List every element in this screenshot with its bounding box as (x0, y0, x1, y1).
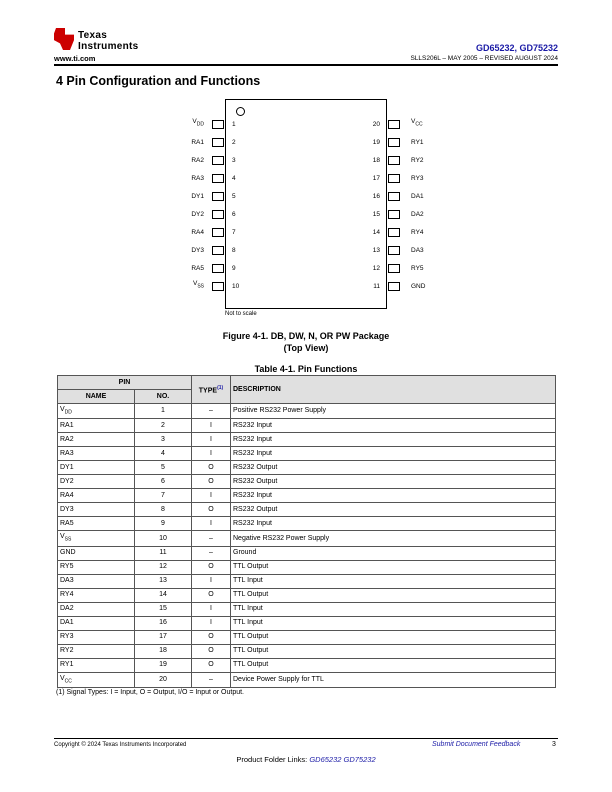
table-row (58, 503, 556, 517)
pin-number-cell (135, 602, 192, 616)
pin-description-cell (231, 588, 556, 602)
pin-type-cell-text: – (209, 407, 213, 415)
pin-description-cell (231, 433, 556, 447)
pin-description-cell-text: RS232 Input (233, 421, 272, 429)
pin-number-cell-text: 10 (159, 534, 167, 542)
pin-number-cell (135, 404, 192, 419)
pin-number: 18 (372, 156, 380, 164)
pin-number-cell-text: 1 (161, 407, 165, 415)
section-title: 4 Pin Configuration and Functions (56, 74, 261, 88)
pin-description-cell-text: RS232 Output (233, 505, 278, 513)
description-header: DESCRIPTION (231, 376, 556, 404)
pin-description-cell-text: RS232 Input (233, 519, 272, 527)
pin-number-cell (135, 560, 192, 574)
pin-number-cell-text: 5 (161, 463, 165, 471)
table-row (58, 433, 556, 447)
pin-type-cell-text: O (208, 477, 214, 485)
pin-description-cell-text: RS232 Input (233, 491, 272, 499)
table-row (58, 531, 556, 546)
pin-pad (212, 156, 224, 165)
logo-text-line1: Texas (78, 30, 108, 41)
pin-signal-label: $V_{DD}$ (192, 118, 204, 128)
pin-name-cell-text: DY3 (60, 505, 74, 513)
pin-pad (388, 138, 400, 147)
pin-name-cell (58, 630, 135, 644)
pin-number-cell (135, 475, 192, 489)
pin-signal-label: RY1 (411, 138, 424, 146)
pin-name-cell (58, 574, 135, 588)
pin-type-cell-text: – (209, 549, 213, 557)
copyright: Copyright © 2024 Texas Instruments Incorporated (54, 742, 187, 748)
pin-name-cell-text: GND (60, 549, 76, 557)
page-number: 3 (552, 741, 556, 748)
pin-number-cell-text: 12 (159, 563, 167, 571)
pin-name-cell-text: DA2 (60, 605, 74, 613)
pin-name-cell-text: RA3 (60, 449, 74, 457)
pin-number: 11 (373, 282, 380, 290)
pin-description-cell (231, 574, 556, 588)
pin-signal-label: $V_{SS}$ (192, 280, 204, 290)
pin-name-cell (58, 616, 135, 630)
pin-description-cell-text: RS232 Output (233, 463, 278, 471)
pin-number-cell-text: 9 (161, 519, 165, 527)
figure-caption (0, 330, 612, 354)
pin-number-cell (135, 461, 192, 475)
pin-name-cell-text: RY5 (60, 563, 74, 571)
number-header: NO. (135, 390, 192, 404)
pin-pad (212, 228, 224, 237)
pin-number-cell (135, 489, 192, 503)
pin-description-cell-text: TTL Input (233, 605, 263, 613)
pin-number-cell-text: 14 (159, 591, 167, 599)
pin-name-cell-text: RY1 (60, 661, 74, 669)
submit-feedback-link[interactable]: Submit Document Feedback (432, 741, 521, 748)
pin-pad (388, 192, 400, 201)
ti-logo-icon (54, 28, 74, 50)
pin-name-cell-text: RA4 (60, 491, 74, 499)
pin-number: 17 (372, 174, 380, 182)
pin-signal-label: RA4 (191, 228, 204, 236)
pin-name-cell-text: V (60, 406, 65, 413)
pin-type-cell (192, 546, 231, 560)
pin-number: 13 (372, 246, 380, 254)
pin-number: 16 (372, 192, 380, 200)
table-row (58, 574, 556, 588)
pin-number-cell (135, 616, 192, 630)
pin-number: 3 (232, 156, 236, 164)
pin-type-cell-text: O (208, 463, 214, 471)
pin-type-cell-text: I (210, 577, 212, 585)
pin-type-cell (192, 560, 231, 574)
pin-number: 5 (232, 192, 236, 200)
name-header: NAME (58, 390, 135, 404)
pin-signal-label: RA5 (191, 264, 204, 272)
pin-description-cell-text: TTL Output (233, 661, 269, 669)
pin-number-cell-text: 16 (159, 619, 167, 627)
pin-signal-label: DY3 (191, 246, 204, 254)
pin-number-cell (135, 658, 192, 672)
pin-signal-label: RY5 (411, 264, 424, 272)
pin-description-cell (231, 419, 556, 433)
pin-pad (212, 264, 224, 273)
pin-signal-label: RY4 (411, 228, 424, 236)
pin-number-cell (135, 672, 192, 687)
pin-description-cell (231, 630, 556, 644)
pin-type-cell (192, 419, 231, 433)
pin-description-cell-text: TTL Input (233, 619, 263, 627)
pin-description-cell-text: Negative RS232 Power Supply (233, 534, 330, 542)
table-row (58, 517, 556, 531)
pin-name-subscript: DD (64, 409, 72, 416)
table-caption: Table 4-1. Pin Functions (254, 364, 358, 374)
pin-name-cell (58, 489, 135, 503)
pin-type-cell-text: I (210, 605, 212, 613)
pin-type-cell-text: O (208, 505, 214, 513)
pin-name-cell (58, 404, 135, 419)
pin-description-cell (231, 503, 556, 517)
pin-type-cell (192, 517, 231, 531)
folder-links-label: Product Folder Links: (236, 755, 310, 764)
pin-type-cell (192, 672, 231, 687)
pin-description-cell-text: RS232 Output (233, 477, 278, 485)
pin-type-cell-text: I (210, 421, 212, 429)
pin-name-cell-text: V (60, 533, 65, 541)
pin-name-cell-text: V (60, 674, 65, 682)
pin-description-cell (231, 616, 556, 630)
pin-name-cell-text: RY3 (60, 633, 74, 641)
pin-type-cell (192, 461, 231, 475)
pin-description-cell (231, 672, 556, 687)
pin-number-cell-text: 7 (161, 491, 165, 499)
pin-description-cell-text: Device Power Supply for TTL (233, 675, 324, 683)
pin-type-cell (192, 404, 231, 419)
pin-description-cell (231, 517, 556, 531)
pin-signal-label: RA3 (191, 174, 204, 182)
pin-number-cell-text: 17 (159, 633, 167, 641)
pin-number: 7 (232, 228, 236, 236)
pin-type-cell (192, 644, 231, 658)
pin-number-cell (135, 546, 192, 560)
doc-revision: SLLS206L – MAY 2005 – REVISED AUGUST 2024 (410, 55, 558, 62)
pin-pad (388, 156, 400, 165)
pin-name-cell-text: RY4 (60, 591, 74, 599)
not-to-scale-note: Not to scale (225, 311, 257, 317)
footer-divider (54, 738, 558, 739)
table-row (58, 588, 556, 602)
table-row (58, 658, 556, 672)
pin-name-cell-text: RA1 (60, 421, 74, 429)
type-header-label: TYPE (198, 387, 218, 395)
pin-type-cell (192, 503, 231, 517)
pin-type-cell (192, 475, 231, 489)
pin-signal-label: RA2 (191, 156, 204, 164)
table-row (58, 602, 556, 616)
pin-name-cell-text: DA1 (60, 619, 74, 627)
table-row (58, 404, 556, 419)
pin-type-cell-text: I (210, 435, 212, 443)
pin-pad (388, 264, 400, 273)
table-row (58, 644, 556, 658)
pin-name-cell-text: RA2 (60, 435, 74, 443)
pin-type-cell-text: I (210, 519, 212, 527)
pin-description-cell (231, 658, 556, 672)
pin-name-cell (58, 503, 135, 517)
pin-name-cell-text: DA3 (60, 577, 74, 585)
pin-signal-label: RY2 (411, 156, 424, 164)
pin-signal-label: $V_{CC}$ (411, 118, 423, 128)
pin-type-cell (192, 489, 231, 503)
pin-pad (388, 210, 400, 219)
pin-name-cell (58, 560, 135, 574)
header-divider (54, 64, 558, 66)
pin-number: 12 (372, 264, 380, 272)
pin-description-cell-text: TTL Output (233, 633, 269, 641)
pin-number: 19 (372, 138, 380, 146)
doc-title: GD65232, GD75232 (475, 43, 558, 53)
pin-name-cell (58, 546, 135, 560)
pin-description-cell-text: TTL Output (233, 647, 269, 655)
table-row (58, 672, 556, 687)
pin-signal-label: DA3 (411, 246, 424, 254)
pin-name-cell-text: DY1 (60, 463, 74, 471)
pin-description-cell (231, 475, 556, 489)
pin-signal-label: GND (411, 282, 426, 290)
pin-number-cell-text: 18 (159, 647, 167, 655)
pin-number-cell (135, 433, 192, 447)
pin-signal-label: RY3 (411, 174, 424, 182)
pin-type-cell-text: O (208, 563, 214, 571)
table-row (58, 630, 556, 644)
pin-number-cell (135, 503, 192, 517)
pin-description-cell-text: TTL Output (233, 591, 269, 599)
pin-number: 2 (232, 138, 236, 146)
pin-description-cell-text: Ground (233, 549, 257, 557)
pin-signal-label: DY2 (191, 210, 204, 218)
pin-name-cell (58, 433, 135, 447)
pin-pad (212, 174, 224, 183)
pin-name-cell (58, 644, 135, 658)
pin-number-cell (135, 644, 192, 658)
pin-type-cell (192, 616, 231, 630)
table-row (58, 447, 556, 461)
table-row (58, 475, 556, 489)
pin-number: 8 (232, 246, 236, 254)
pin-number: 6 (232, 210, 236, 218)
pin-description-cell-text: TTL Output (233, 563, 269, 571)
type-header (192, 376, 231, 404)
pin-number-cell (135, 574, 192, 588)
pin-name-cell-text: RY2 (60, 647, 74, 655)
type-footnote-ref[interactable]: (1) (217, 384, 224, 391)
pin-type-cell-text: I (210, 449, 212, 457)
pin-signal-label: DA1 (411, 192, 424, 200)
pin-type-cell-text: – (209, 534, 213, 542)
pin-number-cell (135, 419, 192, 433)
table-footnote: (1) Signal Types: I = Input, O = Output, I/O = Input or Output. (56, 689, 245, 696)
pin-number: 15 (372, 210, 380, 218)
folder-link-gd65232[interactable]: GD65232 (309, 755, 342, 764)
logo-text-line2: Instruments (78, 41, 139, 52)
pin-pad (212, 282, 224, 291)
pin-name-subscript: SS (64, 536, 72, 543)
pin-pad (212, 120, 224, 129)
pin-pad (212, 138, 224, 147)
table-row (58, 546, 556, 560)
table-row (58, 560, 556, 574)
pin-number-cell (135, 447, 192, 461)
pin-pad (212, 210, 224, 219)
pin-number-cell-text: 15 (159, 605, 167, 613)
pin-pad (388, 174, 400, 183)
pin-type-cell (192, 602, 231, 616)
pin-description-cell-text: Positive RS232 Power Supply (233, 407, 326, 415)
pin-type-cell-text: O (208, 591, 214, 599)
pin-description-cell (231, 489, 556, 503)
pin-number-cell-text: 19 (159, 661, 167, 669)
table-row (58, 489, 556, 503)
pin-description-cell-text: RS232 Input (233, 449, 272, 457)
pin-number-cell-text: 13 (159, 577, 167, 585)
pin-number-cell (135, 630, 192, 644)
pin-description-cell (231, 404, 556, 419)
figure-caption-line1: Figure 4-1. DB, DW, N, OR PW Package (222, 331, 390, 341)
pin-name-cell-text: DY2 (60, 477, 74, 485)
table-row (58, 419, 556, 433)
pin-description-cell (231, 560, 556, 574)
pin-name-cell (58, 531, 135, 546)
pin-number: 20 (372, 120, 380, 128)
pin-table-body (58, 404, 556, 688)
pin-name-subscript: CC (64, 678, 72, 685)
pin-name-cell (58, 447, 135, 461)
pin-number: 4 (232, 174, 236, 182)
pin-type-cell-text: O (208, 661, 214, 669)
pin-number: 10 (232, 282, 240, 290)
pin-type-cell-text: O (208, 633, 214, 641)
table-row (58, 461, 556, 475)
pin-description-cell (231, 531, 556, 546)
pin-number: 9 (232, 264, 236, 272)
pin-type-cell-text: O (208, 647, 214, 655)
pin-pad (388, 246, 400, 255)
pin-pad (212, 246, 224, 255)
pin-number-cell (135, 588, 192, 602)
pin-number-cell-text: 3 (161, 435, 165, 443)
pin-number-cell-text: 8 (161, 505, 165, 513)
pin-name-cell (58, 658, 135, 672)
pin-number-cell-text: 20 (159, 675, 167, 683)
package-outline (225, 99, 387, 309)
product-folder-links (0, 755, 612, 764)
pin-group-header: PIN (58, 376, 192, 390)
pin-type-cell (192, 588, 231, 602)
pin-type-cell-text: – (209, 675, 213, 683)
pin-description-cell-text: RS232 Input (233, 435, 272, 443)
pin-description-cell (231, 461, 556, 475)
pin-description-cell (231, 602, 556, 616)
pin-description-cell (231, 447, 556, 461)
pin-type-cell (192, 630, 231, 644)
pin-name-cell (58, 517, 135, 531)
pin-pad (388, 120, 400, 129)
pin-type-cell (192, 531, 231, 546)
pin-signal-label: RA1 (191, 138, 204, 146)
figure-caption-line2: (Top View) (283, 343, 329, 353)
pin-pad (388, 282, 400, 291)
pin-pad (212, 192, 224, 201)
pin-name-cell (58, 475, 135, 489)
pin-number-cell (135, 517, 192, 531)
pin-signal-label: DY1 (191, 192, 204, 200)
pin-number-cell (135, 531, 192, 546)
pin-number-cell-text: 2 (161, 421, 165, 429)
pin-name-cell-text: RA5 (60, 519, 74, 527)
pin-type-cell (192, 433, 231, 447)
site-url-link[interactable]: www.ti.com (54, 54, 96, 63)
table-row (58, 616, 556, 630)
pin-number: 14 (372, 228, 380, 236)
folder-link-gd75232[interactable]: GD75232 (343, 755, 376, 764)
pin-type-cell (192, 658, 231, 672)
pin-description-cell (231, 644, 556, 658)
pin-description-cell-text: TTL Input (233, 577, 263, 585)
pin-name-cell (58, 461, 135, 475)
pin-type-cell-text: I (210, 491, 212, 499)
pin-pad (388, 228, 400, 237)
pin-name-cell (58, 602, 135, 616)
pin-name-cell (58, 419, 135, 433)
pin-type-cell-text: I (210, 619, 212, 627)
pin-type-cell (192, 447, 231, 461)
pin-signal-label: DA2 (411, 210, 424, 218)
pin-functions-table (57, 375, 556, 688)
pin-name-cell (58, 588, 135, 602)
pin-number-cell-text: 4 (161, 449, 165, 457)
pin-type-cell (192, 574, 231, 588)
pin-number-cell-text: 6 (161, 477, 165, 485)
pin-number: 1 (232, 120, 236, 128)
pin-number-cell-text: 11 (159, 549, 167, 557)
pin-name-cell (58, 672, 135, 687)
pin1-indicator (236, 107, 245, 116)
pin-description-cell (231, 546, 556, 560)
